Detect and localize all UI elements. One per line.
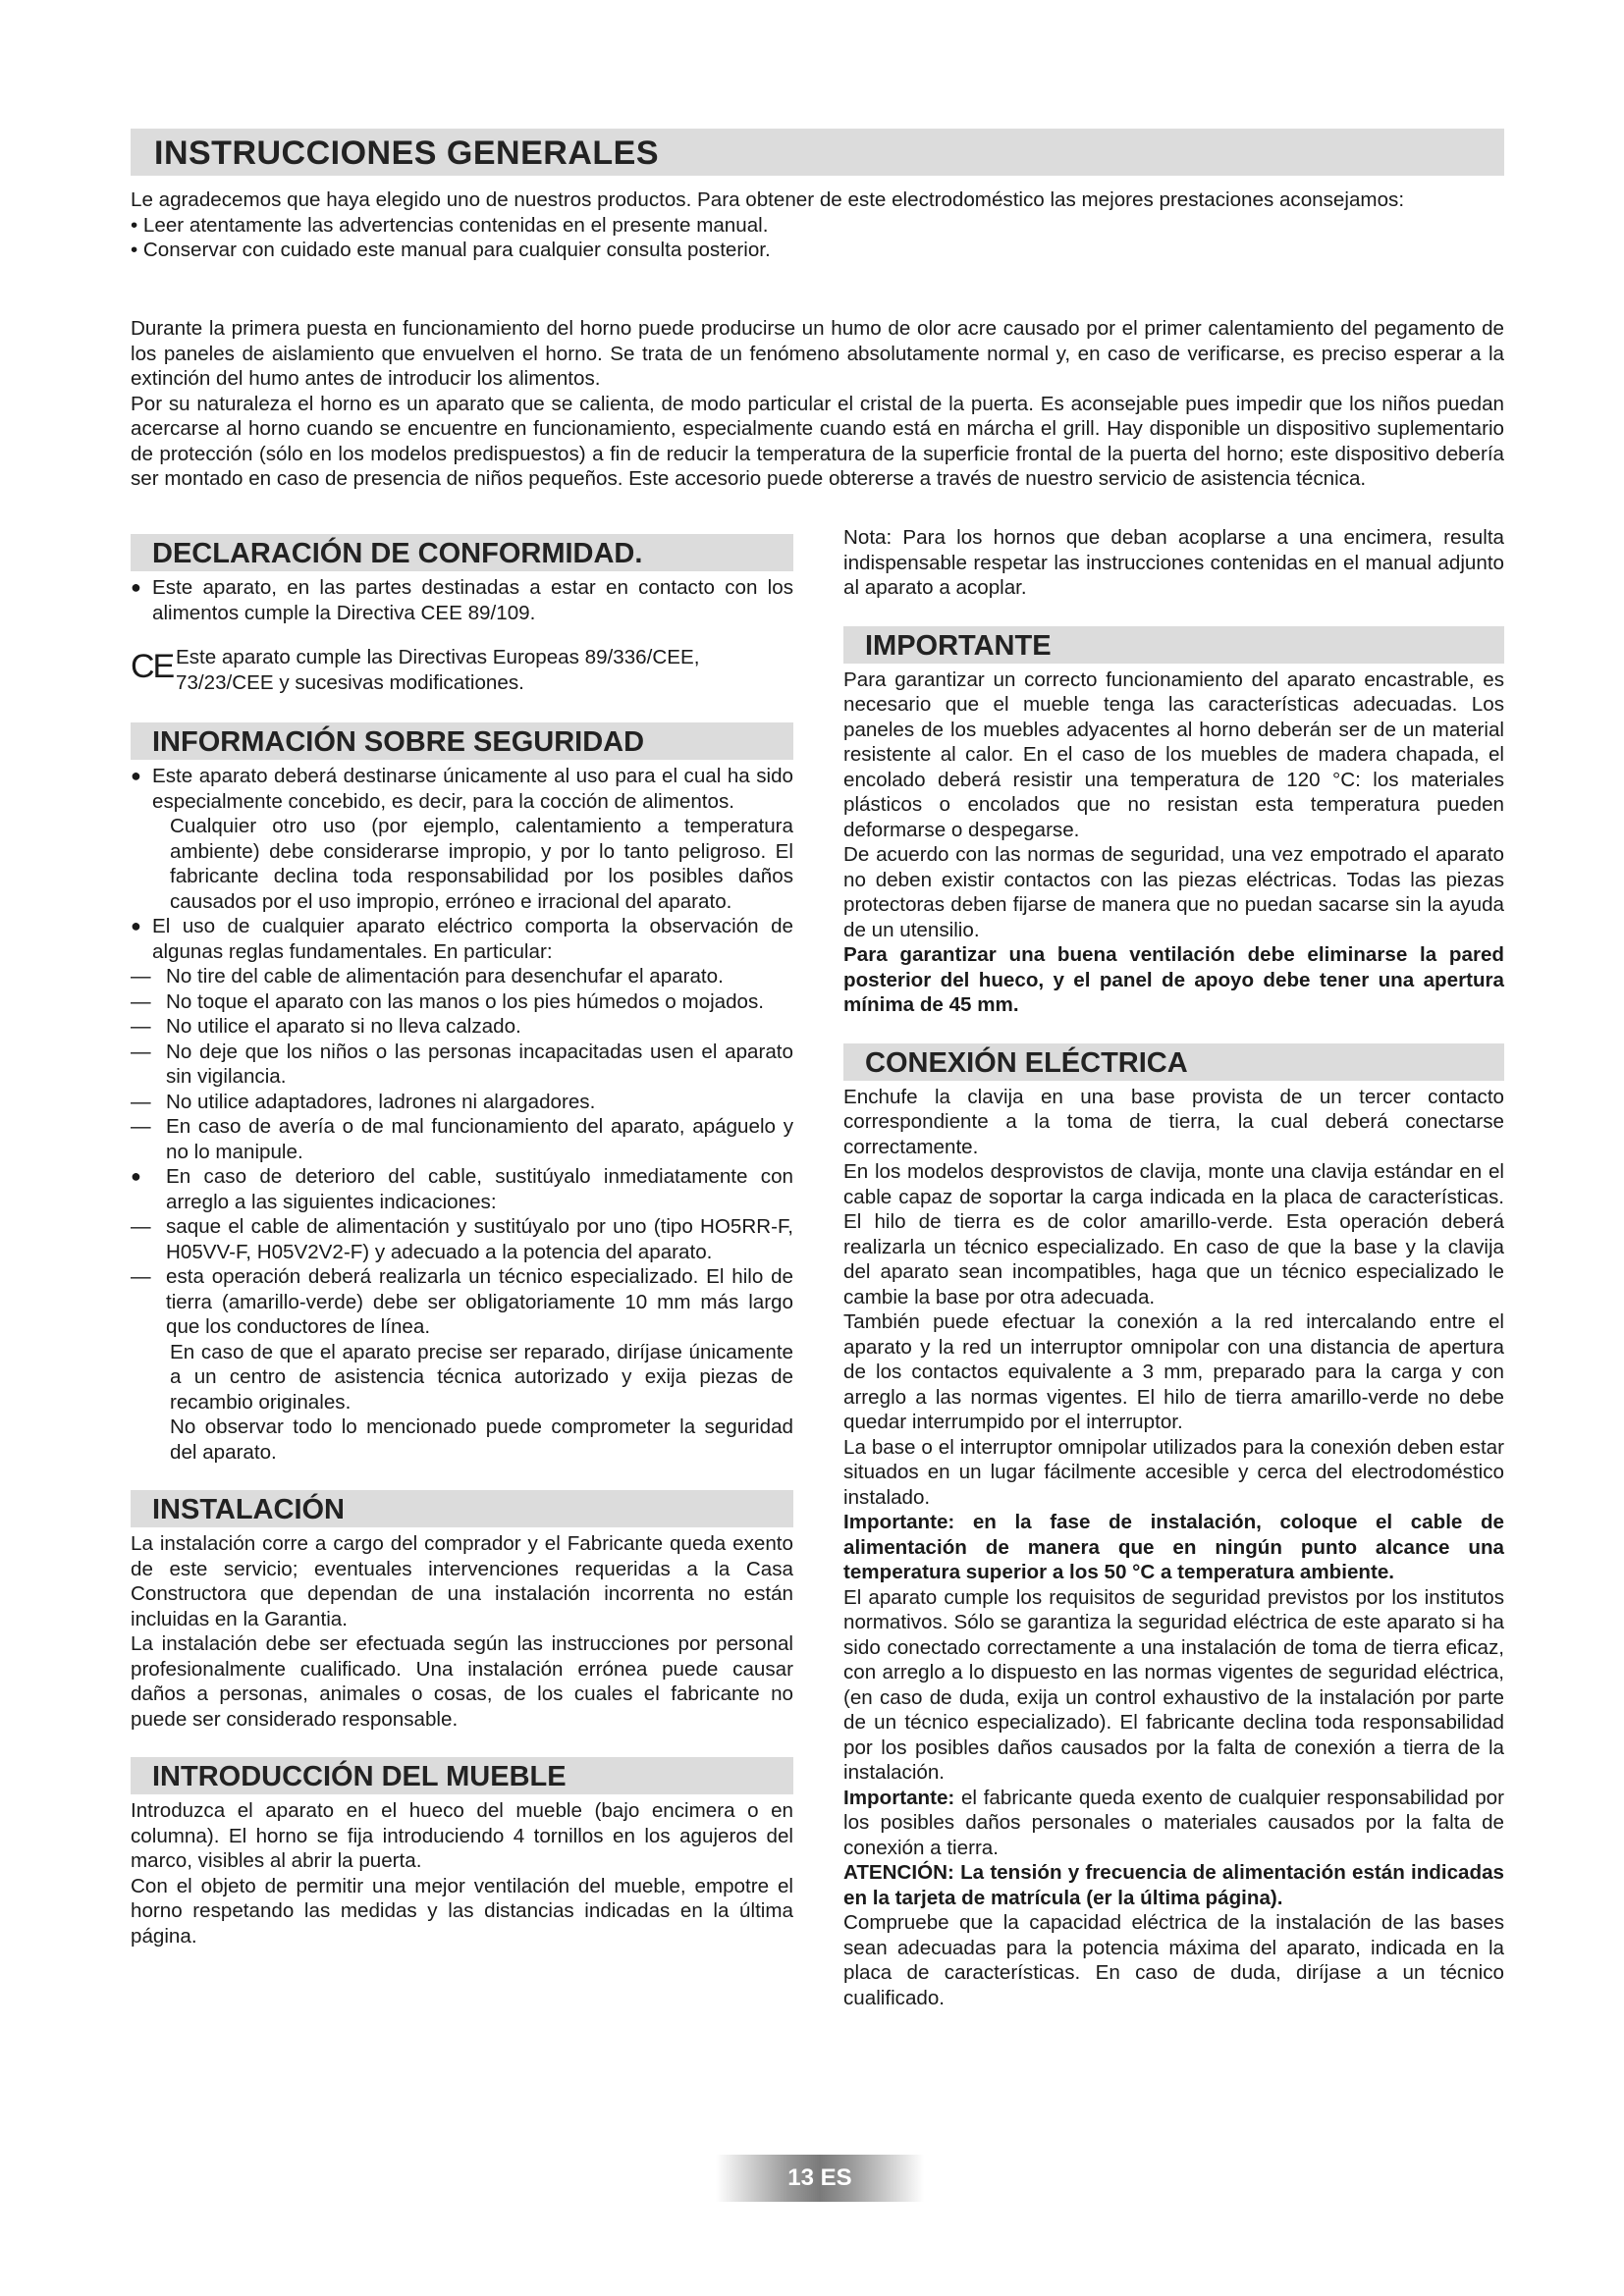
dash-icon: — [131, 989, 151, 1013]
intro-paragraph: Por su naturaleza el horno es un aparato que se calienta, de modo particular el cristal de la puerta. Es aconsejable pues impedir que los niños puedan acercarse al horno cuando se encuentre en funcionamiento, especialmente cuando está en márcha el grill. Hay disponible un dispositivo suplementario de protección (sólo en los modelos predispuestos) a fin de reducir la temperatura de la superficie frontal de la puerta del horno; este dispositivo debería ser montado en caso de presencia de niños pequeños. Este accesorio puede obtererse a través de nuestro servicio de asistencia técnica. [131, 392, 1504, 490]
important-ventilation-note: Para garantizar una buena ventilación debe eliminarse la pared posterior del hueco, y el panel de apoyo debe tener una apertura mínima de 45 mm. [843, 943, 1504, 1016]
furniture-paragraph: Con el objeto de permitir una mejor ventilación del mueble, empotre el horno respetando las medidas y las distancias indicadas en la última página. [131, 1874, 793, 1948]
intro-warning-block [131, 316, 1504, 492]
page-number-badge: 13 ES [716, 2155, 924, 2202]
safety-paragraph: No observar todo lo mencionado puede comprometer la seguridad del aparato. [170, 1415, 793, 1464]
dash-icon: — [131, 965, 151, 988]
intro-bullet: • Conservar con cuidado este manual para cualquier consulta posterior. [131, 239, 771, 261]
installation-paragraph: La instalación corre a cargo del comprador y el Fabricante queda exento de este servicio; eventuales intervenciones requeridas a la Casa Constructora que dependan de una instalación incorrenta no están incluidas en la Garantia. [131, 1532, 793, 1630]
bullet-icon: ● [131, 1166, 141, 1186]
section-title-mueble: INTRODUCCIÓN DEL MUEBLE [131, 1757, 793, 1794]
safety-item: El uso de cualquier aparato eléctrico comporta la observación de algunas reglas fundamentales. En particular: [152, 915, 793, 963]
ce-text: Este aparato cumple las Directivas Europeas 89/336/CEE, 73/23/CEE y sucesivas modificationes. [176, 646, 700, 694]
safety-rule: En caso de avería o de mal funcionamiento del aparato, apáguelo y no lo manipule. [166, 1115, 793, 1163]
section-title-instalacion: INSTALACIÓN [131, 1490, 793, 1527]
electrical-paragraph: En los modelos desprovistos de clavija, monte una clavija estándar en el cable capaz de soportar la carga indicada en la placa de características. El hilo de tierra es de color amarillo-verde. Esta operación deberá realizarla un técnico especializado. En caso de que la base y la clavija del aparato sean incompatibles, haga que un técnico especializado le cambie la base por otra adecuada. [843, 1160, 1504, 1308]
section-title-importante: IMPORTANTE [843, 626, 1504, 664]
dash-icon: — [131, 1090, 151, 1113]
intro-paragraph: Durante la primera puesta en funcionamiento del horno puede producirse un humo de olor acre causado por el primer calentamiento del pegamento de los paneles de aislamiento que envuelven el horno. Se trata de un fenómeno absolutamente normal y, en caso de verificarse, es preciso esperar a la extinción del humo antes de introducir los alimentos. [131, 317, 1504, 390]
section-title-seguridad: INFORMACIÓN SOBRE SEGURIDAD [131, 722, 793, 760]
dash-icon: — [131, 1115, 151, 1138]
intro-paragraph: Le agradecemos que haya elegido uno de nuestros productos. Para obtener de este electrodoméstico las mejores prestaciones aconsejamos: [131, 188, 1405, 211]
important-text: el fabricante queda exento de cualquier responsabilidad por los posibles daños personales o materiales causados por la falta de conexión a tierra. [843, 1786, 1504, 1859]
left-column [131, 534, 793, 1949]
electrical-paragraph: La base o el interruptor omnipolar utilizados para la conexión deben estar situados en un lugar fácilmente accesible y cerca del electrodoméstico instalado. [843, 1435, 1504, 1509]
section-body-instalacion [131, 1531, 793, 1732]
electrical-warning: Importante: en la fase de instalación, coloque el cable de alimentación de manera que en ningún punto alcance una temperatura superior a los 50 °C a temperatura ambiente. [843, 1511, 1504, 1583]
page-title: INSTRUCCIONES GENERALES [131, 129, 1504, 176]
note-paragraph: Nota: Para los hornos que deban acoplarse a una encimera, resulta indispensable respetar las instrucciones contenidas en el manual adjunto al aparato a acoplar. [843, 526, 1504, 599]
intro-block [131, 187, 1504, 263]
furniture-paragraph: Introduzca el aparato en el hueco del mueble (bajo encimera o en columna). El horno se fija introduciendo 4 tornillos en los agujeros del marco, visibles al abrir la puerta. [131, 1799, 793, 1872]
electrical-attention: ATENCIÓN: La tensión y frecuencia de alimentación están indicadas en la tarjeta de matrícula (er la última página). [843, 1861, 1504, 1909]
section-body-declaracion [131, 575, 793, 695]
bullet-icon: ● [131, 766, 141, 785]
safety-item: Este aparato deberá destinarse únicamente al uso para el cual ha sido especialmente concebido, es decir, para la cocción de alimentos. [152, 765, 793, 813]
safety-paragraph: En caso de que el aparato precise ser reparado, diríjase únicamente a un centro de asistencia técnica autorizado y exija piezas de recambio originales. [170, 1340, 793, 1414]
dash-icon: — [131, 1215, 151, 1238]
dash-icon: — [131, 1015, 151, 1038]
note-block [843, 525, 1504, 601]
section-title-declaracion: DECLARACIÓN DE CONFORMIDAD. [131, 534, 793, 571]
right-column [843, 525, 1504, 2010]
dash-icon: — [131, 1040, 151, 1063]
safety-rule: No tire del cable de alimentación para desenchufar el aparato. [166, 965, 724, 988]
safety-rule: No utilice adaptadores, ladrones ni alargadores. [166, 1090, 596, 1113]
section-body-electrica [843, 1085, 1504, 2011]
important-label: Importante: [843, 1786, 955, 1809]
safety-rule: No deje que los niños o las personas incapacitadas usen el aparato sin vigilancia. [166, 1040, 793, 1088]
section-body-mueble [131, 1798, 793, 1949]
section-body-importante [843, 667, 1504, 1018]
safety-rule: No utilice el aparato si no lleva calzado. [166, 1015, 521, 1038]
electrical-important [843, 1786, 1504, 1861]
section-body-seguridad [131, 764, 793, 1465]
ce-mark-icon: CE [131, 648, 174, 685]
safety-item: En caso de deterioro del cable, sustitúyalo inmediatamente con arreglo a las siguientes indicaciones: [166, 1165, 793, 1213]
important-paragraph: De acuerdo con las normas de seguridad, una vez empotrado el aparato no deben existir contactos con las piezas eléctricas. Todas las piezas protectoras deben fijarse de manera que no puedan sacarse sin la ayuda de un utensilio. [843, 843, 1504, 941]
declaration-text: Este aparato, en las partes destinadas a estar en contacto con los alimentos cumple la Directiva CEE 89/109. [152, 576, 793, 624]
bullet-icon: ● [131, 577, 141, 597]
installation-paragraph: La instalación debe ser efectuada según las instrucciones por personal profesionalmente cualificado. Una instalación errónea puede causar daños a personas, animales o cosas, de los cuales el fabricante no puede ser considerado responsable. [131, 1632, 793, 1731]
safety-paragraph: Cualquier otro uso (por ejemplo, calentamiento a temperatura ambiente) debe considerarse impropio, y por lo tanto peligroso. El fabricante declina toda responsabilidad por los posibles daños causados por el uso impropio, erróneo e irracional del aparato. [170, 815, 793, 913]
dash-icon: — [131, 1265, 151, 1288]
electrical-paragraph: El aparato cumple los requisitos de seguridad previstos por los institutos normativos. Sólo se garantiza la seguridad eléctrica de este aparato si ha sido conectado correctamente a una instalación de toma de tierra eficaz, con arreglo a lo dispuesto en las normas vigentes de seguridad eléctrica, (en caso de duda, exija un control exhaustivo de la instalación por parte de un técnico especializado). El fabricante declina toda responsabilidad por los posibles daños causados por la falta de conexión a tierra de la instalación. [843, 1585, 1504, 1784]
safety-rule: esta operación deberá realizarla un técnico especializado. El hilo de tierra (amarillo-verde) debe ser obligatoriamente 10 mm más largo que los conductores de línea. [166, 1265, 793, 1338]
electrical-paragraph: Enchufe la clavija en una base provista de un tercer contacto correspondiente a la toma de tierra, la cual deberá conectarse correctamente. [843, 1085, 1504, 1158]
safety-rule: saque el cable de alimentación y sustitúyalo por uno (tipo HO5RR-F, H05VV-F, H05V2V2-F) y adecuado a la potencia del aparato. [166, 1215, 793, 1263]
bullet-icon: ● [131, 916, 141, 935]
section-title-electrica: CONEXIÓN ELÉCTRICA [843, 1043, 1504, 1081]
safety-rule: No toque el aparato con las manos o los pies húmedos o mojados. [166, 989, 765, 1013]
electrical-paragraph: Compruebe que la capacidad eléctrica de la instalación de las bases sean adecuadas para la potencia máxima del aparato, indicada en la placa de características. En caso de duda, diríjase a un técnico cualificado. [843, 1911, 1504, 2009]
electrical-paragraph: También puede efectuar la conexión a la red intercalando entre el aparato y la red un interruptor omnipolar con una distancia de apertura de los contactos equivalente a 3 mm, preparado para la carga y con arreglo a las normas vigentes. El hilo de tierra amarillo-verde no debe quedar interrumpido por el interruptor. [843, 1310, 1504, 1433]
intro-bullet: • Leer atentamente las advertencias contenidas en el presente manual. [131, 213, 769, 237]
important-paragraph: Para garantizar un correcto funcionamiento del aparato encastrable, es necesario que el mueble tenga las características adecuadas. Los paneles de los muebles adyacentes al horno deberán ser de un material resistente al calor. En el caso de los muebles de madera chapada, el encolado deberá resistir una temperatura de 120 °C: los materiales plásticos o encolados que no resistan esta temperatura pueden deformarse o despegarse. [843, 667, 1504, 841]
